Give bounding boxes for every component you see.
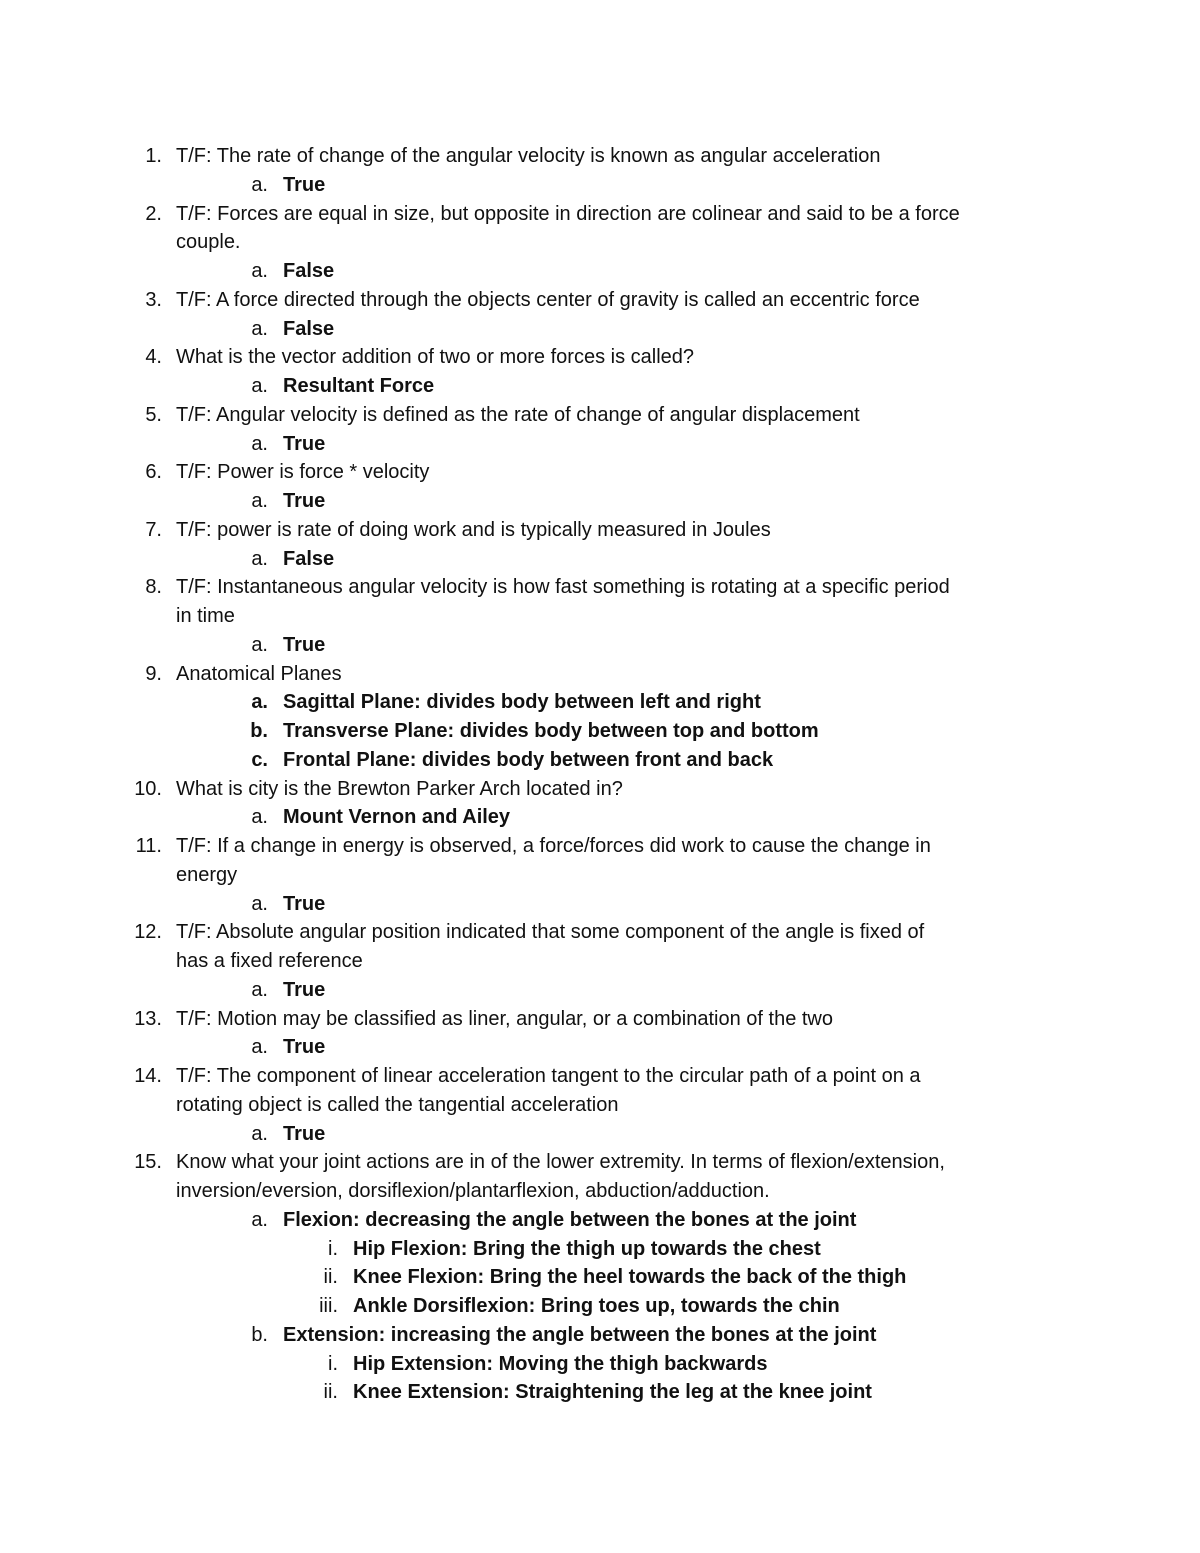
answer-text: True <box>283 433 326 455</box>
question-text: T/F: If a change in energy is observed, a force/forces did work to cause the change in <box>176 835 931 857</box>
sub-answer-text: Knee Flexion: Bring the heel towards the back of the thigh <box>353 1266 907 1288</box>
question-text: What is the vector addition of two or more forces is called? <box>176 346 695 368</box>
question-text: T/F: Instantaneous angular velocity is how fast something is rotating at a specific period <box>176 576 950 598</box>
answer-text: True <box>283 1036 326 1058</box>
question-text: Anatomical Planes <box>176 663 342 685</box>
answer-text: Transverse Plane: divides body between top and bottom <box>283 720 819 742</box>
answer-marker: a. <box>251 433 268 455</box>
question-text: T/F: The component of linear acceleration tangent to the circular path of a point on a <box>176 1065 921 1087</box>
question-text: inversion/eversion, dorsiflexion/plantarflexion, abduction/adduction. <box>176 1180 770 1202</box>
answer-text: False <box>283 260 335 282</box>
question-number: 3. <box>145 289 162 311</box>
answer-marker: b. <box>251 1324 268 1346</box>
answer-marker: a. <box>251 1036 268 1058</box>
answer-text: True <box>283 893 326 915</box>
answer-text: Extension: increasing the angle between the bones at the joint <box>283 1324 877 1346</box>
question-text: T/F: Angular velocity is defined as the rate of change of angular displacement <box>176 404 860 426</box>
question-number: 10. <box>134 778 162 800</box>
question-number: 11. <box>135 835 162 857</box>
question-text: T/F: A force directed through the objects center of gravity is called an eccentric force <box>176 289 920 311</box>
answer-marker: a. <box>251 490 268 512</box>
question-text: T/F: Forces are equal in size, but opposite in direction are colinear and said to be a force <box>176 203 960 225</box>
answer-text: Resultant Force <box>283 375 435 397</box>
sub-answer-marker: i. <box>328 1238 338 1260</box>
question-number: 15. <box>134 1151 162 1173</box>
sub-answer-marker: ii. <box>323 1381 338 1403</box>
question-text: rotating object is called the tangential acceleration <box>176 1094 619 1116</box>
question-number: 4. <box>145 346 162 368</box>
question-text: energy <box>176 864 238 886</box>
answer-text: False <box>283 548 335 570</box>
question-text: T/F: Motion may be classified as liner, angular, or a combination of the two <box>176 1008 833 1030</box>
answer-text: True <box>283 174 326 196</box>
sub-answer-text: Ankle Dorsiflexion: Bring toes up, towards the chin <box>353 1295 840 1317</box>
sub-answer-marker: i. <box>328 1353 338 1375</box>
sub-answer-text: Knee Extension: Straightening the leg at the knee joint <box>353 1381 872 1403</box>
answer-text: True <box>283 979 326 1001</box>
answer-marker: a. <box>251 174 268 196</box>
answer-text: False <box>283 318 335 340</box>
question-number: 7. <box>145 519 162 541</box>
question-text: T/F: Absolute angular position indicated that some component of the angle is fixed of <box>176 921 925 943</box>
question-text: T/F: The rate of change of the angular velocity is known as angular acceleration <box>176 145 881 167</box>
answer-marker: c. <box>251 749 268 771</box>
question-number: 9. <box>145 663 162 685</box>
answer-marker: a. <box>251 1123 268 1145</box>
question-number: 12. <box>134 921 162 943</box>
answer-marker: a. <box>251 691 268 713</box>
answer-marker: a. <box>251 375 268 397</box>
answer-marker: a. <box>251 1209 268 1231</box>
question-number: 6. <box>145 461 162 483</box>
answer-marker: a. <box>251 318 268 340</box>
answer-text: Frontal Plane: divides body between front and back <box>283 749 774 771</box>
sub-answer-text: Hip Flexion: Bring the thigh up towards the chest <box>353 1238 821 1260</box>
question-text: in time <box>176 605 235 627</box>
answer-text: True <box>283 1123 326 1145</box>
answer-marker: a. <box>251 548 268 570</box>
answer-marker: b. <box>250 720 268 742</box>
sub-answer-marker: ii. <box>323 1266 338 1288</box>
question-number: 2. <box>145 203 162 225</box>
question-number: 13. <box>134 1008 162 1030</box>
sub-answer-marker: iii. <box>319 1295 338 1317</box>
answer-marker: a. <box>251 806 268 828</box>
answer-text: Flexion: decreasing the angle between the bones at the joint <box>283 1209 857 1231</box>
question-text: What is city is the Brewton Parker Arch located in? <box>176 778 623 800</box>
question-text: T/F: Power is force * velocity <box>176 461 430 483</box>
answer-text: True <box>283 490 326 512</box>
question-number: 14. <box>134 1065 162 1087</box>
answer-text: Mount Vernon and Ailey <box>283 806 511 828</box>
question-text: T/F: power is rate of doing work and is typically measured in Joules <box>176 519 771 541</box>
answer-text: True <box>283 634 326 656</box>
question-number: 1. <box>145 145 162 167</box>
answer-marker: a. <box>251 260 268 282</box>
question-number: 8. <box>145 576 162 598</box>
answer-marker: a. <box>251 893 268 915</box>
answer-marker: a. <box>251 634 268 656</box>
question-text: has a fixed reference <box>176 950 363 972</box>
question-number: 5. <box>145 404 162 426</box>
sub-answer-text: Hip Extension: Moving the thigh backwards <box>353 1353 768 1375</box>
answer-text: Sagittal Plane: divides body between left and right <box>283 691 761 713</box>
question-text: couple. <box>176 231 241 253</box>
question-text: Know what your joint actions are in of the lower extremity. In terms of flexion/extension, <box>176 1151 945 1173</box>
answer-marker: a. <box>251 979 268 1001</box>
